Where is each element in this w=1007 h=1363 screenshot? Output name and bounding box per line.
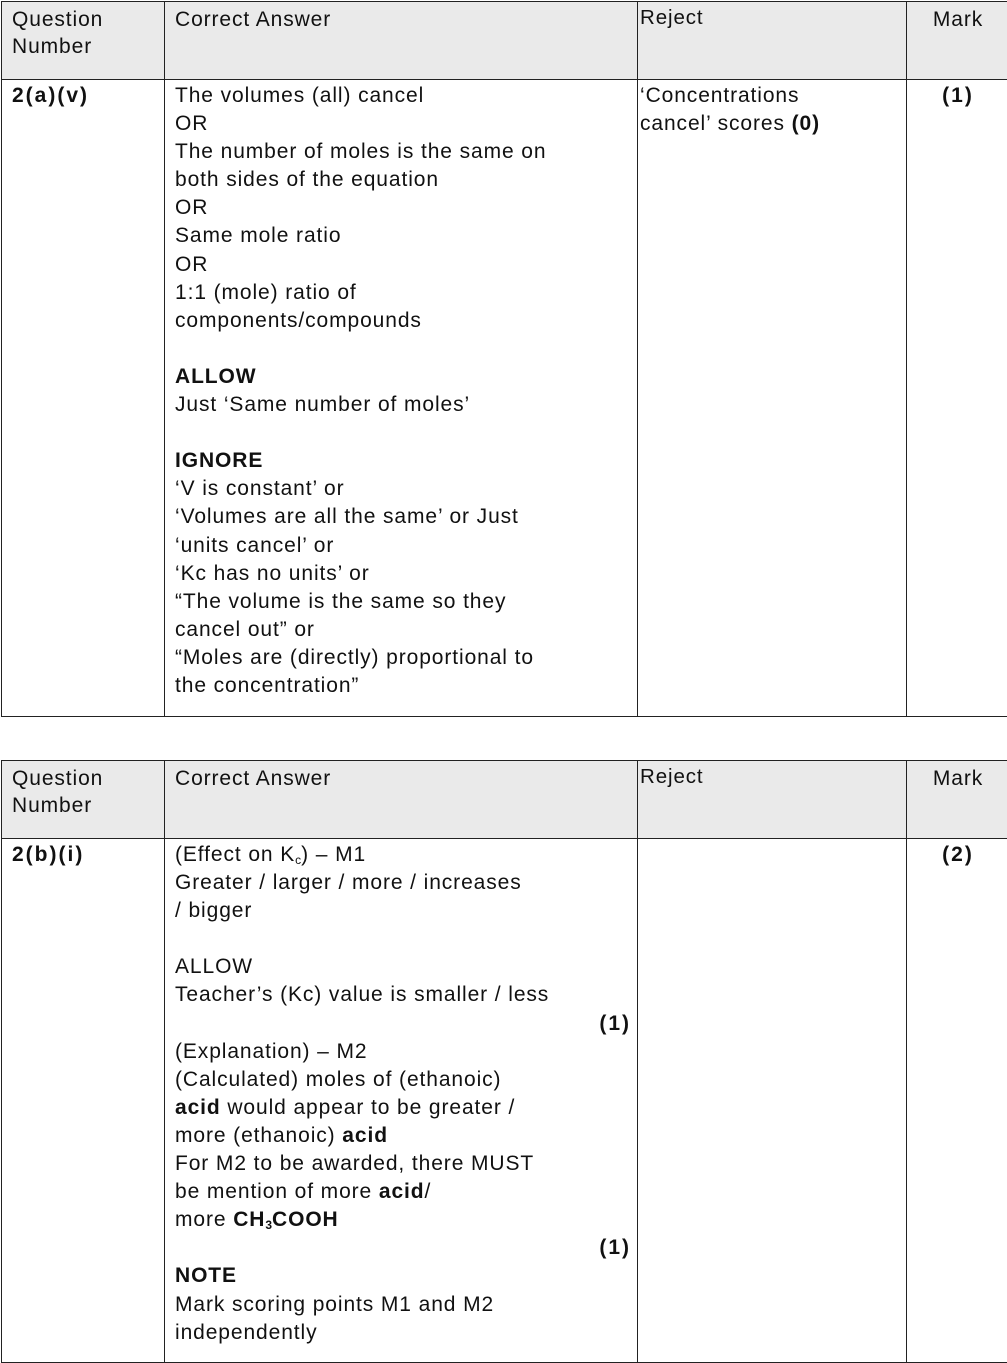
- header-correct-answer: Correct Answer: [165, 761, 638, 839]
- header-mark: Mark: [907, 761, 1007, 839]
- reject-cell: [638, 839, 907, 1363]
- note-heading: NOTE: [175, 1264, 237, 1288]
- reject-cell: ‘Concentrations cancel’ scores (0): [638, 80, 907, 717]
- header-correct-answer: Correct Answer: [165, 2, 638, 80]
- mark-scheme-table-2b-i: [1, 760, 1007, 1363]
- m2-mark: (1): [599, 1236, 631, 1260]
- ignore-heading: IGNORE: [175, 449, 264, 473]
- header-question-number: Question Number: [2, 761, 165, 839]
- m1-mark: (1): [599, 1011, 631, 1035]
- mark-scheme-table-2a-v: [1, 1, 1007, 717]
- correct-answer-cell: The volumes (all) cancel OR The number of moles is the same on both sides of the equation OR Same mole ratio OR 1:1 (mole) ratio of components/compounds ALLOW Just ‘Same number of moles’ IGNORE ‘V is constant’ or ‘Volumes are all the same’ or Just ‘units cancel’ or ‘Kc has no units’ or “The volume is the same so they cancel out” or “Moles are (directly) proportional to the concentration”: [165, 80, 638, 717]
- allow-heading: ALLOW: [175, 364, 257, 388]
- mark-cell: (1): [907, 80, 1007, 717]
- allow-heading: ALLOW: [175, 955, 254, 979]
- header-reject: Reject: [638, 761, 907, 839]
- header-reject: Reject: [638, 2, 907, 80]
- header-mark: Mark: [907, 2, 1007, 80]
- mark-cell: (2): [907, 839, 1007, 1363]
- correct-answer-cell: (Effect on $K_c) - M1$ Greater / larger / more / increases / bigger ALLOW Teacher’s (Kc) value is smaller / less (1) (Explanation) – M2 (Calculated) moles of (ethanoic) acid would appear to be greater / more (ethanoic) acid For M2 to be awarded, there MUST be mention of more acid/ more $CH_3COOH$ (1) NOTE Mark scoring points M1 and M2 independently: [165, 839, 638, 1363]
- question-number: 2(b)(i): [2, 839, 165, 1363]
- question-number: 2(a)(v): [2, 80, 165, 717]
- header-question-number: Question Number: [2, 2, 165, 80]
